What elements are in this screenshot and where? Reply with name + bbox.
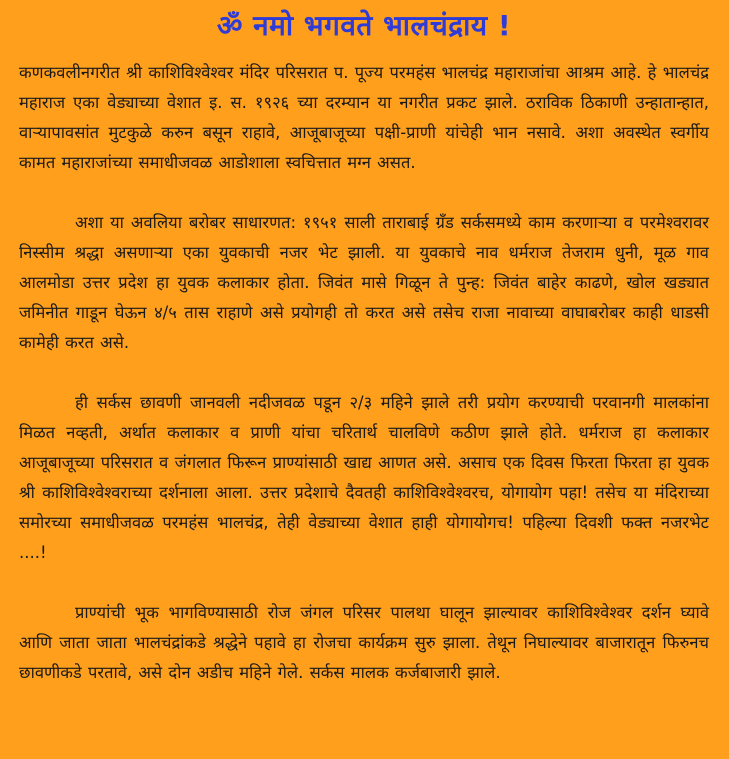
paragraph-circus-camp: ही सर्कस छावणी जानवली नदीजवळ पडून २/३ महिने झाले तरी प्रयोग करण्याची परवानगी मालकांना मिळत नव्हती, अर्थात कलाकार व प्राणी यांचा चरितार्थ चालविणे कठीण झाले होते. धर्मराज हा कलाकार आजूबाजूच्या परिसरात व जंगलात फिरून प्राण्यांसाठी खाद्य आणत असे. असाच एक दिवस फिरता फिरता हा युवक श्री काशिविश्वेश्वराच्या दर्शनाला आला. उत्तर प्रदेशाचे दैवतही काशिविश्वेश्वरच, योगायोग पहा! तसेच या मंदिराच्या समोरच्या समाधीजवळ परमहंस भालचंद्र, तेही वेड्याच्या वेशात हाही योगायोगच! पहिल्या दिवशी फक्त नजरभेट ....! — [19, 393, 709, 562]
paragraph-circus-youth: अशा या अवलिया बरोबर साधारणत: १९५१ साली ताराबाई ग्रँड सर्कसमध्ये काम करणाऱ्या व परमेश्वरावर निस्सीम श्रद्धा असणाऱ्या एका युवकाची नजर भेट झाली. या युवकाचे नाव धर्मराज तेजराम धुनी, मूळ गाव आलमोडा उत्तर प्रदेश हा युवक कलाकार होता. जिवंत मासे गिळून ते पुन्ह: जिवंत बाहेर काढणे, खोल खड्यात जमिनीत गाडून घेऊन ४/५ तास राहाणे असे प्रयोगही तो करत असे तसेच राजा नावाच्या वाघाबरोबर काही धाडसी कामेही करत असे. — [19, 213, 709, 352]
paragraph-daily-routine: प्राण्यांची भूक भागविण्यासाठी रोज जंगल परिसर पालथा घालून झाल्यावर काशिविश्वेश्वर दर्शन घ्यावे आणि जाता जाता भालचंद्रांकडे श्रद्धेने पहावे हा रोजचा कार्यक्रम सुरु झाला. तेथून निघाल्यावर बाजारातून फिरुनच छावणीकडे परतावे, असे दोन अडीच महिने गेले. सर्कस मालक कर्जबाजारी झाले. — [19, 603, 709, 682]
page-title: ॐ नमो भगवते भालचंद्राय ! — [216, 9, 512, 42]
paragraph-ashram-intro: कणकवलीनगरीत श्री काशिविश्वेश्वर मंदिर परिसरात प. पूज्य परमहंस भालचंद्र महाराजांचा आश्रम आहे. हे भालचंद्र महाराज एका वेड्याच्या वेशात इ. स. १९२६ च्या दरम्यान या नगरीत प्रकट झाले. ठराविक ठिकाणी उन्हातान्हात, वाऱ्यापावसांत मुटकुळे करुन बसून राहावे, आजूबाजूच्या पक्षी-प्राणी यांचेही भान नसावे. अशा अवस्थेत स्वर्गीय कामत महाराजांच्या समाधीजवळ आडोशाला स्वचित्तात मग्न असत. — [19, 63, 709, 172]
